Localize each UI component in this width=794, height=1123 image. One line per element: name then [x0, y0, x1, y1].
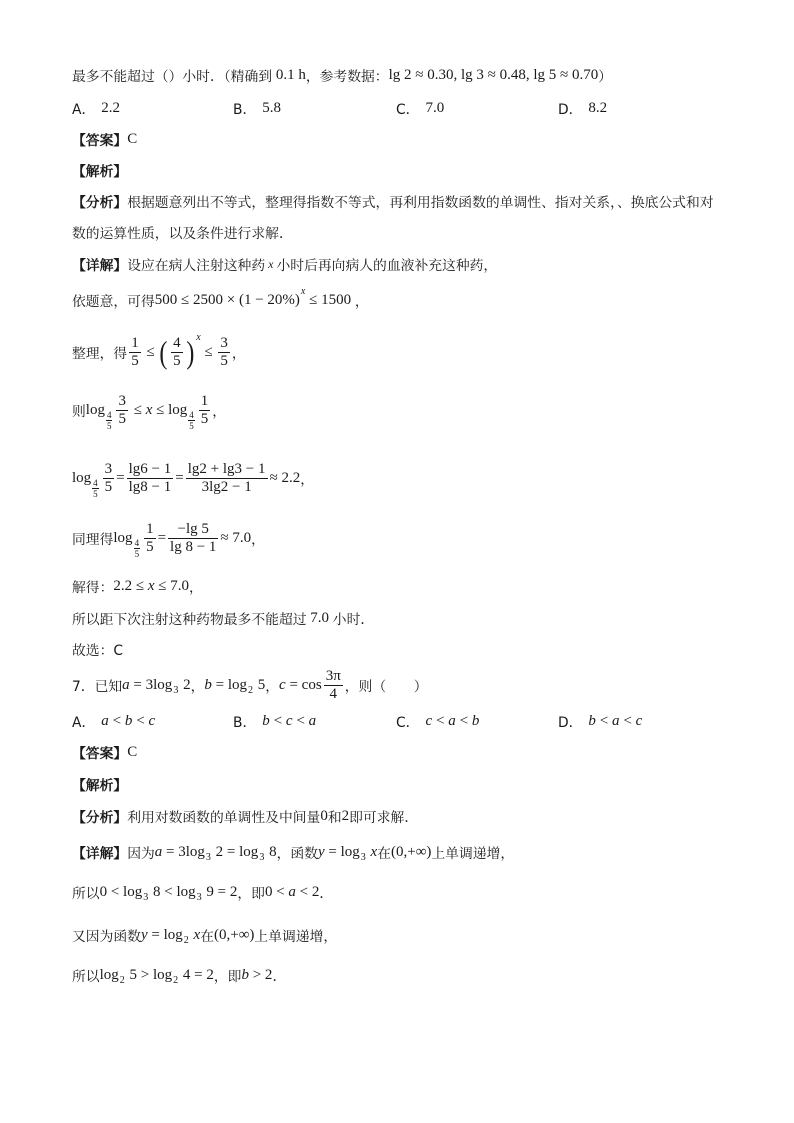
q7-fenxi-line — [72, 806, 418, 826]
step-tail: ， — [354, 294, 369, 310]
fraction-denominator: 5 — [131, 352, 139, 369]
fraction-numerator: 3 — [220, 334, 228, 351]
answer-value: C — [127, 130, 138, 147]
option-value: 5.8 — [262, 99, 282, 116]
q6-log-range-line — [72, 390, 226, 430]
fraction-denominator: 4 — [329, 685, 337, 702]
step-tail: ， — [189, 580, 203, 596]
close-parenthesis: ) — [185, 334, 194, 370]
detail-label: 【详解】 — [72, 846, 128, 862]
option-letter: C． — [396, 715, 420, 731]
option-letter: B． — [233, 102, 257, 118]
q7-detail-line-4 — [72, 963, 286, 987]
q6-option-c — [396, 98, 444, 118]
log-base-fraction — [106, 410, 113, 431]
conclusion-text: 小时． — [332, 612, 375, 628]
fenxi-text: 即可求解． — [349, 810, 419, 826]
math-variable: c — [279, 676, 286, 693]
open-parenthesis: ( — [159, 334, 168, 370]
math-expression: 0 < log — [99, 883, 143, 900]
q6-choice-line — [72, 639, 123, 659]
q7-option-d — [558, 711, 645, 731]
math-expression: 2 = log — [211, 843, 259, 860]
math-variable: x — [189, 926, 201, 943]
math-variable: y — [317, 843, 325, 860]
interval: (0,+∞) — [214, 926, 255, 943]
log-function: log — [113, 529, 133, 546]
answer-label: 【答案】 — [72, 133, 128, 149]
math-expression: 4 = 2 — [179, 966, 214, 983]
reference-values: lg 2 ≈ 0.30, lg 3 ≈ 0.48, lg 5 ≈ 0.70 — [388, 66, 599, 83]
fraction-denominator: 5 — [93, 488, 98, 499]
fraction-denominator: 3lg2 − 1 — [201, 478, 252, 495]
fenxi-label: 【分析】 — [72, 195, 128, 211]
fraction-denominator: 5 — [200, 410, 209, 427]
math-number: 0 — [320, 807, 328, 824]
math-expression: 5 — [254, 676, 266, 693]
option-letter: D． — [558, 715, 583, 731]
approx-value: ≈ 2.2 — [269, 469, 301, 486]
fraction-numerator: 4 — [173, 334, 181, 351]
fraction — [324, 668, 343, 703]
step-lead: 则 — [72, 404, 86, 420]
separator: ， — [190, 679, 205, 695]
math-expression: 0 < — [264, 883, 289, 900]
detail-text: 所以 — [72, 886, 100, 902]
fraction-numerator: 1 — [146, 520, 154, 537]
math-expression: 2.2 ≤ — [113, 577, 148, 594]
fraction-denominator: 5 — [220, 352, 228, 369]
log-function: log — [72, 469, 92, 486]
q7-option-b — [233, 711, 319, 731]
log-base: 3 — [205, 851, 211, 863]
fraction-numerator: lg6 − 1 — [128, 460, 172, 477]
q6-stem-line — [72, 65, 612, 85]
math-exponent: x — [196, 331, 201, 343]
fraction-denominator: lg8 − 1 — [128, 478, 172, 495]
option-value: c<a<b — [425, 712, 483, 729]
fraction-numerator: 4 — [106, 409, 112, 420]
fraction — [171, 335, 183, 370]
conclusion-value: 7.0 — [306, 609, 333, 626]
fenxi-text: 根据题意列出不等式，整理得指数不等式，再利用指数函数的单调性、指对关系，、换底公式和对 — [127, 195, 714, 211]
fraction-numerator: 4 — [189, 409, 194, 420]
math-expression: ≤ 7.0 — [154, 577, 190, 594]
q7-answer-line — [72, 742, 137, 762]
conclusion-text: 所以距下次注射这种药物最多不能超过 — [72, 612, 307, 628]
q7-option-c — [396, 711, 482, 731]
log-base: 3 — [196, 891, 202, 903]
fraction — [103, 461, 115, 496]
log-base-fraction — [92, 478, 99, 499]
fraction-numerator: 3 — [104, 460, 113, 477]
detail-label: 【详解】 — [72, 258, 128, 274]
q6-upper-bound-line — [72, 518, 265, 558]
detail-text: 在 — [377, 846, 391, 862]
math-variable: x — [268, 256, 274, 271]
fraction-numerator: 1 — [200, 392, 209, 409]
math-variable: x — [366, 843, 378, 860]
option-value: b<a<c — [588, 712, 646, 729]
math-expression: log — [99, 966, 119, 983]
fenxi-text: 利用对数函数的单调性及中间量 — [127, 810, 321, 826]
fraction — [127, 461, 174, 496]
math-expression: 500 ≤ 2500 × (1 − 20%) — [154, 291, 300, 308]
detail-text: ，函数 — [276, 846, 318, 862]
math-variable: a — [154, 843, 163, 860]
option-value: a<b<c — [101, 712, 159, 729]
math-variable: y — [140, 926, 148, 943]
math-variable: x — [147, 577, 155, 594]
math-expression: 5 > log — [125, 966, 173, 983]
step-tail: ， — [212, 404, 227, 420]
approx-value: ≈ 7.0 — [220, 529, 252, 546]
fraction-denominator: 5 — [146, 538, 154, 555]
relation-symbol: ≤ — [200, 343, 217, 360]
math-variable: x — [145, 401, 153, 418]
fraction — [199, 393, 211, 428]
option-value: 2.2 — [101, 99, 120, 116]
fenxi-text: 数的运算性质，以及条件进行求解． — [72, 226, 293, 242]
detail-text: ． — [319, 886, 334, 902]
fenxi-label: 【分析】 — [72, 810, 128, 826]
math-expression: = log — [147, 926, 183, 943]
option-value: 7.0 — [425, 99, 445, 116]
choice-text: 故选：C — [72, 643, 124, 659]
q7-option-a — [72, 711, 158, 731]
detail-text: 因为 — [127, 846, 155, 862]
relation-symbol: ≤ — [129, 401, 146, 418]
fraction-denominator: 5 — [189, 420, 194, 431]
step-lead: 解得： — [72, 580, 114, 596]
fraction-numerator: 4 — [134, 537, 140, 548]
fraction-numerator: 4 — [93, 477, 98, 488]
interval: (0,+∞) — [390, 843, 432, 860]
q7-stem-line — [72, 665, 428, 705]
math-variable: a — [122, 676, 130, 693]
q6-analysis-heading — [72, 160, 127, 180]
option-letter: A． — [72, 715, 96, 731]
fraction-denominator: 5 — [106, 420, 112, 431]
q7-detail-line-1 — [72, 840, 514, 864]
math-expression: ≤ 1500 — [305, 291, 355, 308]
q7-detail-line-3 — [72, 923, 337, 947]
question-number: 7．已知 — [72, 679, 123, 695]
q6-fenxi-line-1 — [72, 191, 714, 211]
step-lead: 整理，得 — [72, 346, 128, 362]
q6-inequality-line — [72, 285, 369, 312]
detail-text: ，即 — [237, 886, 265, 902]
q6-answer-line — [72, 129, 137, 149]
fraction-numerator: 3 — [118, 392, 126, 409]
stem-text: 最多不能超过（）小时．（精确到 — [72, 69, 273, 85]
math-expression: 8 < log — [149, 883, 196, 900]
log-base: 2 — [119, 974, 125, 986]
q6-solve-line — [72, 576, 203, 596]
math-expression: > 2 — [248, 966, 273, 983]
fraction-numerator: lg2 + lg3 − 1 — [187, 460, 266, 477]
detail-text: 上单调递增， — [431, 846, 515, 862]
fraction-denominator: 5 — [118, 410, 126, 427]
log-base: 2 — [183, 934, 189, 946]
math-expression: = 3log — [129, 676, 173, 693]
math-expression: 2 — [179, 676, 191, 693]
fraction-denominator: lg 8 − 1 — [170, 538, 217, 555]
option-letter: A． — [72, 102, 96, 118]
precision-value: 0.1 h — [272, 66, 306, 83]
equals-symbol: = — [116, 469, 125, 486]
q6-detail-intro-line — [72, 254, 497, 274]
fraction — [186, 461, 268, 496]
log-base: 3 — [259, 851, 265, 863]
math-expression: < 2 — [295, 883, 320, 900]
stem-close: ） — [598, 69, 613, 85]
q7-analysis-heading — [72, 774, 127, 794]
fraction — [144, 521, 156, 556]
log-base: 3 — [143, 891, 149, 903]
q6-lower-bound-line — [72, 458, 314, 498]
option-value: 8.2 — [588, 99, 608, 116]
fraction — [116, 393, 128, 428]
option-letter: D． — [558, 102, 583, 118]
q6-option-a — [72, 98, 120, 118]
q6-conclusion-line — [72, 608, 374, 628]
q7-detail-line-2 — [72, 880, 333, 904]
fraction-numerator: 1 — [131, 334, 139, 351]
math-expression: = 3log — [162, 843, 205, 860]
step-tail: ， — [251, 532, 265, 548]
log-base: 2 — [248, 684, 253, 696]
log-function: log — [85, 401, 105, 418]
equals-symbol: = — [175, 469, 184, 486]
detail-text: ． — [272, 969, 287, 985]
math-number: 2 — [341, 807, 350, 824]
detail-text: 上单调递增， — [254, 929, 338, 945]
relation-symbol: ≤ — [152, 401, 169, 418]
question-ask: ，则（ ） — [344, 679, 428, 695]
log-base: 3 — [360, 851, 366, 863]
log-base: 2 — [173, 974, 179, 986]
detail-text: ，即 — [213, 969, 242, 985]
analysis-label: 【解析】 — [72, 164, 128, 180]
math-expression: 8 — [265, 843, 277, 860]
detail-text: 在 — [200, 929, 215, 945]
log-base-fraction — [188, 410, 195, 431]
option-letter: C． — [396, 102, 420, 118]
answer-value: C — [127, 743, 138, 760]
answer-label: 【答案】 — [72, 746, 128, 762]
option-letter: B． — [233, 715, 257, 731]
step-tail: ， — [231, 346, 246, 362]
math-variable: a — [288, 883, 296, 900]
fraction — [218, 335, 230, 370]
fenxi-text: 和 — [327, 810, 342, 826]
math-expression: = log — [211, 676, 247, 693]
fraction-denominator: 5 — [134, 548, 140, 559]
step-lead: 同理得 — [72, 532, 114, 548]
detail-text: 设应在病人注射这种药 — [127, 258, 266, 274]
math-variable: b — [241, 966, 249, 983]
fraction — [168, 521, 218, 556]
fraction-numerator: 3π — [325, 667, 341, 684]
detail-text: 所以 — [72, 969, 100, 985]
math-expression: = cos — [285, 676, 322, 693]
fraction-numerator: −lg 5 — [168, 521, 218, 539]
fraction — [129, 335, 141, 370]
option-value: b<c<a — [262, 712, 320, 729]
detail-text: 小时后再向病人的血液补充这种药， — [276, 258, 498, 274]
log-base-fraction — [134, 538, 141, 559]
fraction-denominator: 5 — [173, 352, 181, 369]
step-tail: ， — [300, 472, 315, 488]
log-base: 3 — [173, 684, 179, 696]
step-lead: 依题意，可得 — [72, 294, 155, 310]
analysis-label: 【解析】 — [72, 778, 128, 794]
math-expression: = log — [324, 843, 360, 860]
separator: ， — [265, 679, 280, 695]
log-function: log — [168, 401, 188, 418]
q6-option-b — [233, 98, 281, 118]
relation-symbol: ≤ — [142, 343, 159, 360]
reference-label: ，参考数据： — [305, 69, 389, 85]
q6-option-d — [558, 98, 607, 118]
q6-fenxi-line-2 — [72, 222, 293, 242]
equals-symbol: = — [157, 529, 167, 546]
fraction-denominator: 5 — [104, 478, 113, 495]
detail-text: 又因为函数 — [72, 929, 141, 945]
q6-simplify-line — [72, 332, 246, 372]
math-exponent: x — [300, 285, 306, 297]
math-variable: b — [204, 676, 212, 693]
math-expression: 9 = 2 — [202, 883, 238, 900]
